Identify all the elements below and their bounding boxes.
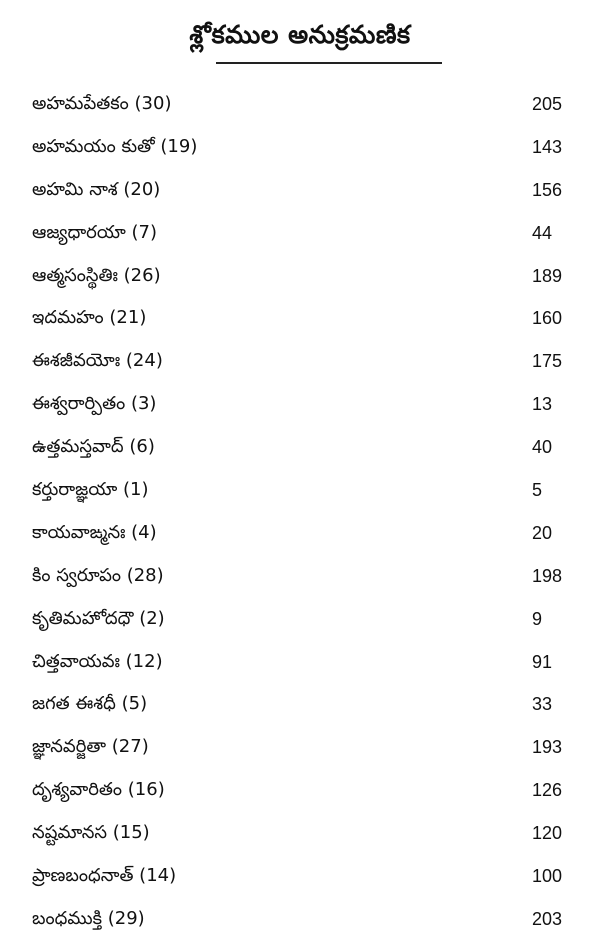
index-row [0,768,600,811]
verse-title: ఈశ్వరార్పితం (3) [32,393,157,415]
page-number: 20 [532,522,553,543]
index-row [0,811,600,854]
index-row [0,168,600,211]
page-number: 143 [532,136,563,157]
page-number: 175 [532,351,563,372]
index-row [0,125,600,168]
page-number: 91 [532,651,553,672]
index-row [0,425,600,468]
verse-title: కర్తురాజ్ఞయా (1) [32,479,149,501]
page-number: 40 [532,437,553,458]
index-row [0,382,600,425]
page-number: 13 [532,394,553,415]
title-underline [216,62,442,64]
verse-title: ఈశజీవయోః (24) [32,350,163,372]
page-number: 193 [532,737,563,758]
index-row [0,211,600,254]
index-row [0,554,600,597]
index-row [0,640,600,683]
page-number: 9 [532,608,543,629]
index-row [0,511,600,554]
index-row [0,339,600,382]
verse-title: ఇదమహం (21) [32,307,147,329]
verse-title: అహమి నాశ (20) [32,178,161,200]
index-row [0,296,600,339]
page-title: శ్లోకముల అనుక్రమణిక [189,20,411,49]
index-row [0,725,600,768]
page-number: 205 [532,94,563,114]
page-number: 160 [532,308,563,329]
page-number: 189 [532,265,563,286]
page-number: 44 [532,222,553,243]
verse-title: చిత్తవాయవః (12) [32,650,163,672]
index-row [0,468,600,511]
page-number: 120 [532,823,563,844]
index-row [0,854,600,897]
page-number: 33 [532,694,553,715]
index-row [0,897,600,940]
page-number: 5 [532,480,543,501]
verse-title: అహమపేతకం (30) [32,93,172,114]
index-row [0,82,600,125]
page-number: 203 [532,908,563,929]
verse-title: ఆజ్యధారయా (7) [32,221,157,243]
index-row [0,682,600,725]
verse-title: ఉత్తమస్తవాద్ (6) [32,436,155,458]
verse-title: దృశ్యవారితం (16) [32,779,165,801]
verse-title: నష్టమానస (15) [32,822,150,844]
verse-title: కాయవాఙ్మనః (4) [32,521,157,543]
page-number: 156 [532,179,563,200]
verse-title: కృతిమహోదధౌ (2) [32,607,165,629]
verse-title: ప్రాణబంధనాత్ (14) [32,865,177,887]
index-row [0,597,600,640]
verse-title: ఆత్మసంస్థితిః (26) [32,264,161,286]
verse-title: జ్ఞానవర్జితా (27) [32,736,149,758]
page-number: 100 [532,866,563,887]
index-row [0,254,600,297]
verse-title: అహమయం కుతో (19) [32,135,198,157]
page-number: 126 [532,780,563,801]
page-number: 198 [532,565,563,586]
verse-title: బంధముక్తి (29) [32,907,145,929]
verse-title: జగత ఈశధీ (5) [32,693,148,715]
verse-index-list [0,82,600,940]
verse-title: కిం స్వరూపం (28) [32,564,164,586]
